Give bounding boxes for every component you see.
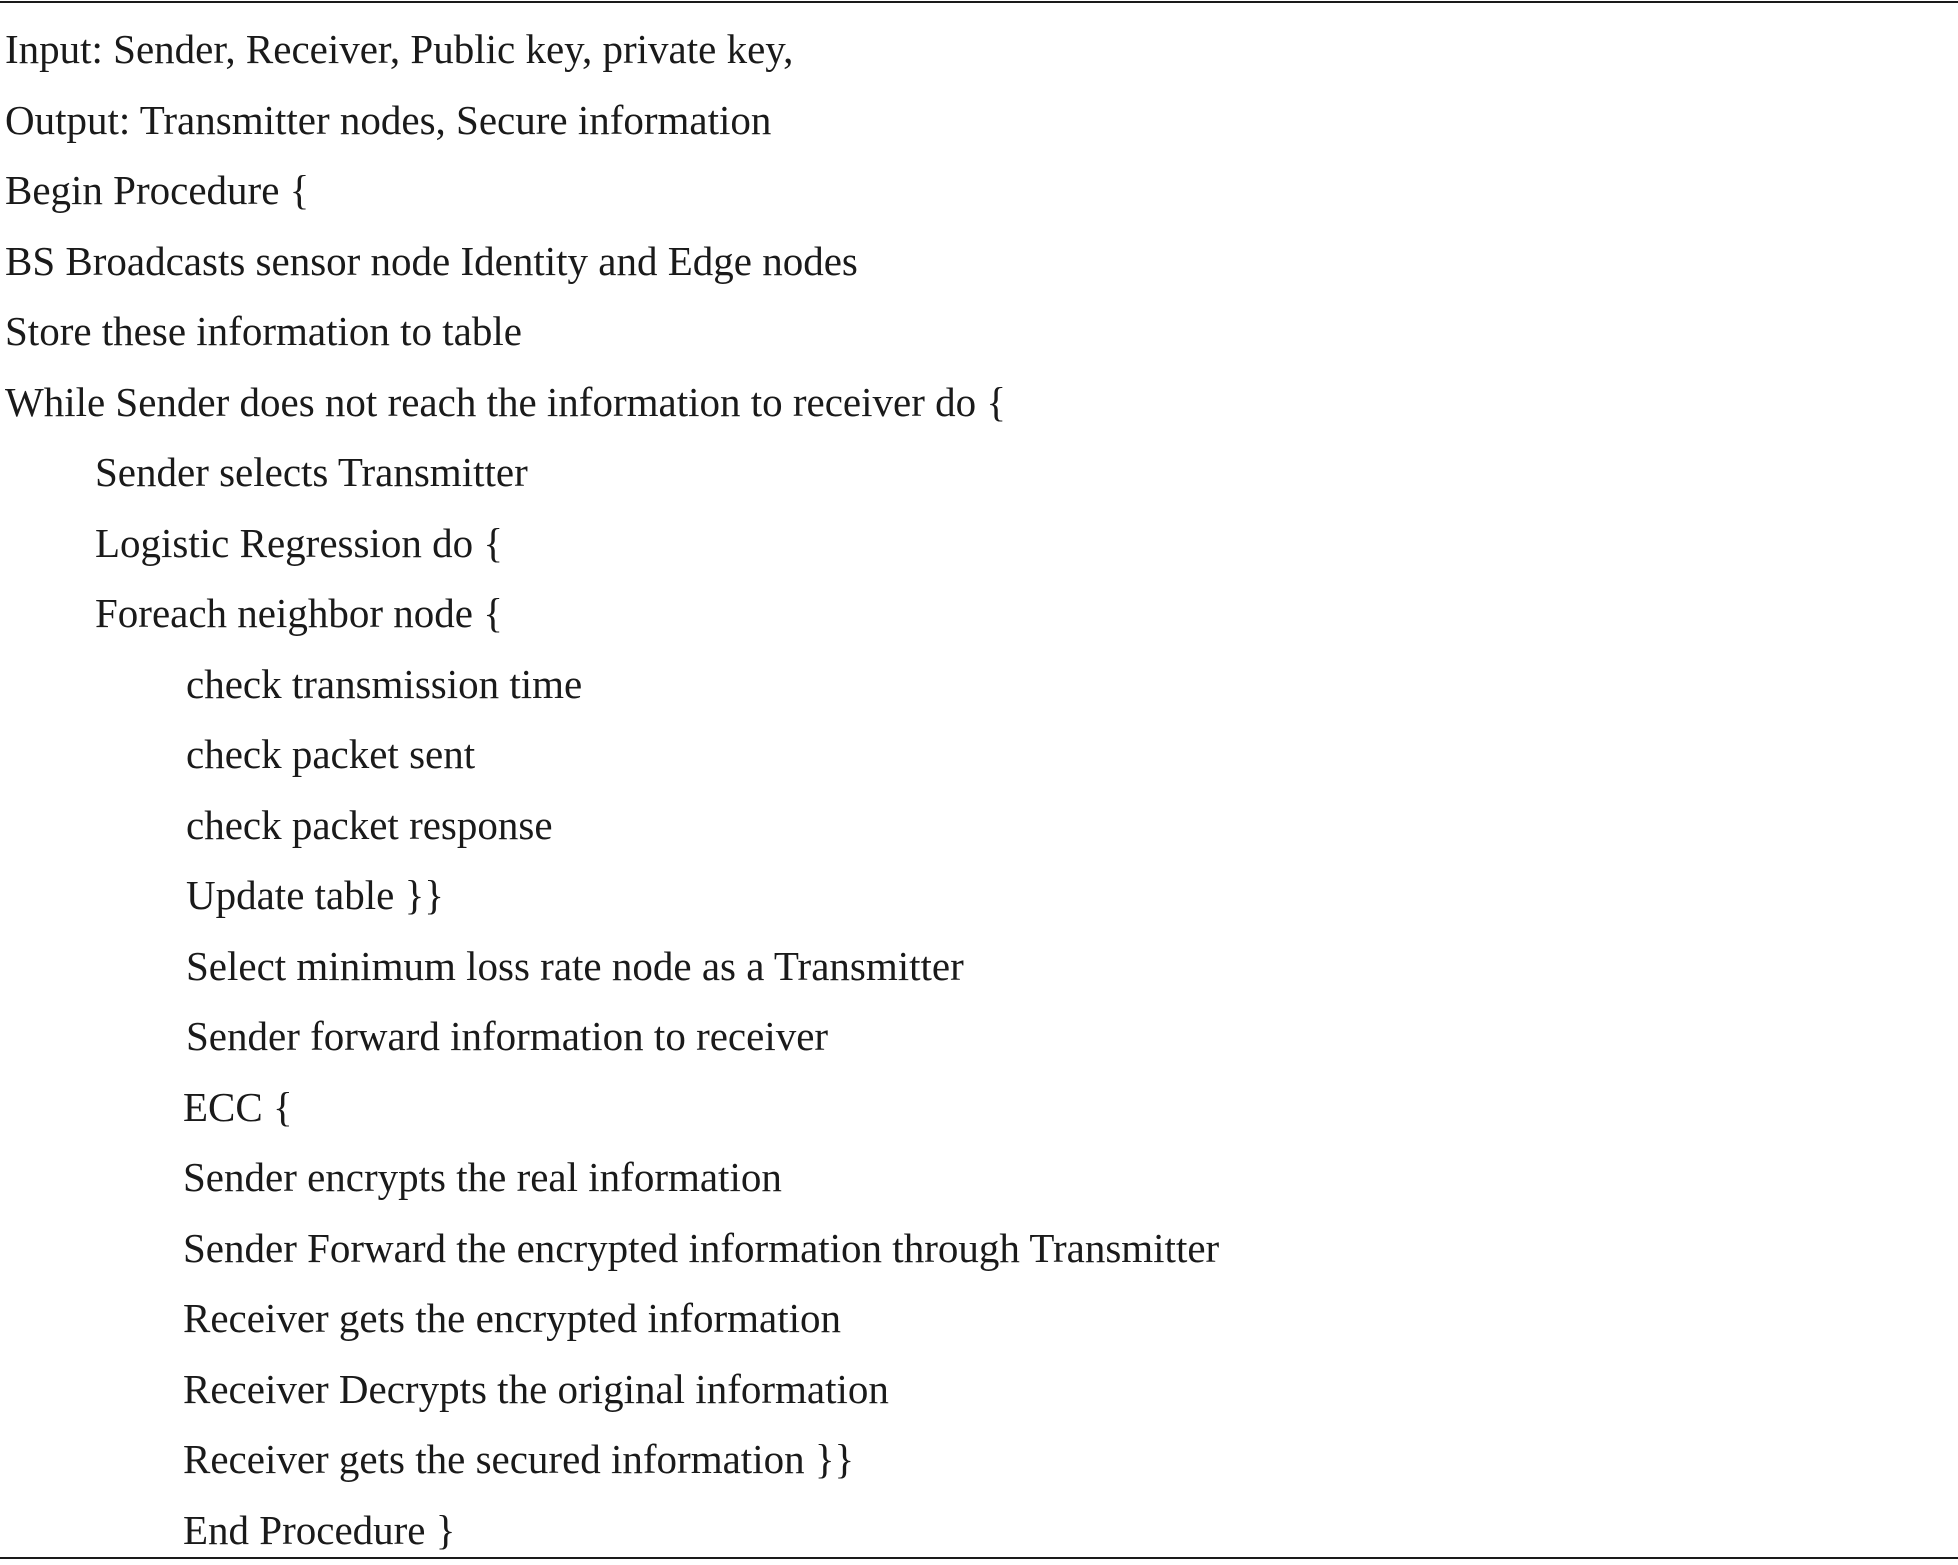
- bottom-rule: [0, 1557, 1958, 1559]
- line-receiver-gets-secured: Receiver gets the secured information }}: [5, 1424, 1219, 1495]
- line-while-loop: While Sender does not reach the information to receiver do {: [5, 367, 1219, 438]
- line-check-packet-response: check packet response: [5, 790, 1219, 861]
- line-receiver-gets-encrypted: Receiver gets the encrypted information: [5, 1283, 1219, 1354]
- top-rule: [0, 1, 1958, 3]
- line-output: Output: Transmitter nodes, Secure information: [5, 85, 1219, 156]
- line-update-table: Update table }}: [5, 860, 1219, 931]
- line-select-min-loss: Select minimum loss rate node as a Transmitter: [5, 931, 1219, 1002]
- line-begin-procedure: Begin Procedure {: [5, 155, 1219, 226]
- line-check-packet-sent: check packet sent: [5, 719, 1219, 790]
- line-input: Input: Sender, Receiver, Public key, private key,: [5, 14, 1219, 85]
- line-sender-selects: Sender selects Transmitter: [5, 437, 1219, 508]
- line-sender-encrypts: Sender encrypts the real information: [5, 1142, 1219, 1213]
- line-check-transmission-time: check transmission time: [5, 649, 1219, 720]
- line-sender-forward-encrypted: Sender Forward the encrypted information through Transmitter: [5, 1213, 1219, 1284]
- line-ecc: ECC {: [5, 1072, 1219, 1143]
- line-bs-broadcasts: BS Broadcasts sensor node Identity and Edge nodes: [5, 226, 1219, 297]
- line-store-table: Store these information to table: [5, 296, 1219, 367]
- line-end-procedure: End Procedure }: [5, 1495, 1219, 1565]
- line-receiver-decrypts: Receiver Decrypts the original information: [5, 1354, 1219, 1425]
- line-foreach-neighbor: Foreach neighbor node {: [5, 578, 1219, 649]
- line-sender-forward: Sender forward information to receiver: [5, 1001, 1219, 1072]
- algorithm-lines: [5, 14, 1219, 1565]
- line-logistic-regression: Logistic Regression do {: [5, 508, 1219, 579]
